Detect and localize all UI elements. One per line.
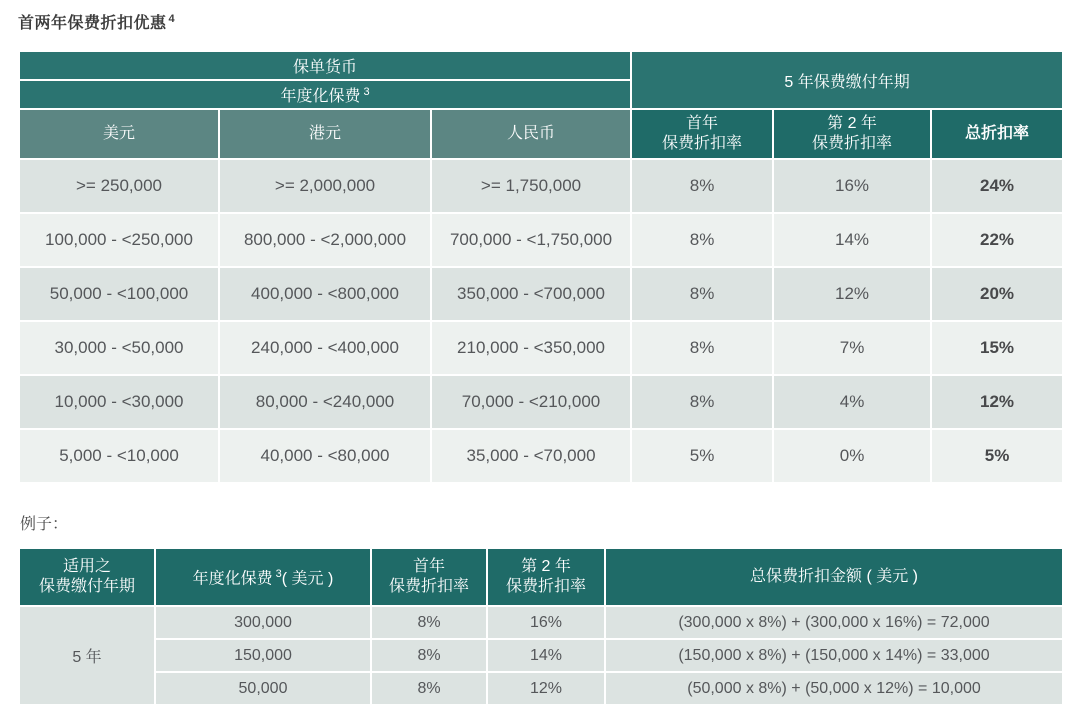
table2-header-term [19, 548, 155, 606]
table1-header-payment-term: 5 年保费缴付年期 [631, 51, 1063, 109]
t2-year1-line1: 首年 [412, 558, 445, 575]
cell-year1-rate: 8% [631, 321, 773, 375]
cell-hkd: 40,000 - <80,000 [219, 429, 431, 483]
example-table [18, 547, 1064, 706]
table2-header-total-amount: 总保费折扣金额 ( 美元 ) [605, 548, 1063, 606]
cell-hkd: >= 2,000,000 [219, 159, 431, 213]
year1-header-line1: 首年 [686, 115, 719, 132]
term-header-line2: 保费缴付年期 [38, 578, 135, 595]
cell-year2-rate: 12% [487, 672, 605, 705]
table1-header-hkd: 港元 [219, 109, 431, 159]
cell-year1-rate: 8% [371, 672, 487, 705]
cell-year1-rate: 8% [631, 159, 773, 213]
table1-header-year1-rate [631, 109, 773, 159]
cell-cny: 210,000 - <350,000 [431, 321, 631, 375]
table1-row-3 [19, 267, 1063, 321]
table2-header-premium [155, 548, 371, 606]
cell-cny: 70,000 - <210,000 [431, 375, 631, 429]
cell-premium: 50,000 [155, 672, 371, 705]
cell-total-rate: 22% [931, 213, 1063, 267]
cell-usd: 100,000 - <250,000 [19, 213, 219, 267]
cell-cny: 350,000 - <700,000 [431, 267, 631, 321]
table1-header-annualized-premium [19, 80, 631, 109]
table1-header-total-rate: 总折扣率 [931, 109, 1063, 159]
year2-header-line2: 保费折扣率 [812, 135, 893, 152]
t2-year2-line2: 保费折扣率 [505, 578, 586, 595]
table1-row-2 [19, 213, 1063, 267]
premium-header-currency: ( 美元 ) [281, 570, 334, 588]
table1-row-6 [19, 429, 1063, 483]
table2-row-1 [19, 606, 1063, 639]
table1-header-row-columns [19, 109, 1063, 159]
table1-header-row-currency [19, 51, 1063, 80]
cell-total-rate: 15% [931, 321, 1063, 375]
cell-usd: 5,000 - <10,000 [19, 429, 219, 483]
annualized-premium-footnote-sup: 3 [363, 85, 370, 98]
page-title-footnote-sup: 4 [168, 12, 176, 25]
cell-year1-rate: 8% [631, 375, 773, 429]
cell-year2-rate: 4% [773, 375, 931, 429]
premium-header-label: 年度化保费 [192, 570, 273, 588]
table1-header-policy-currency: 保单货币 [19, 51, 631, 80]
year2-header-line1: 第 2 年 [827, 115, 877, 132]
table1-header-cny: 人民币 [431, 109, 631, 159]
table2-row-3 [19, 672, 1063, 705]
cell-usd: 50,000 - <100,000 [19, 267, 219, 321]
t2-year1-line2: 保费折扣率 [388, 578, 469, 595]
cell-premium: 150,000 [155, 639, 371, 672]
cell-year2-rate: 12% [773, 267, 931, 321]
cell-total-rate: 12% [931, 375, 1063, 429]
cell-hkd: 80,000 - <240,000 [219, 375, 431, 429]
cell-total-rate: 5% [931, 429, 1063, 483]
cell-year2-rate: 16% [773, 159, 931, 213]
table1-header-year2-rate [773, 109, 931, 159]
cell-hkd: 400,000 - <800,000 [219, 267, 431, 321]
term-header-line1: 适用之 [62, 558, 111, 575]
cell-year2-rate: 0% [773, 429, 931, 483]
cell-year2-rate: 14% [773, 213, 931, 267]
cell-year1-rate: 8% [631, 213, 773, 267]
year1-header-line2: 保费折扣率 [662, 135, 743, 152]
cell-year2-rate: 7% [773, 321, 931, 375]
cell-cny: >= 1,750,000 [431, 159, 631, 213]
cell-discount-formula: (300,000 x 8%) + (300,000 x 16%) = 72,000 [605, 606, 1063, 639]
cell-discount-formula: (50,000 x 8%) + (50,000 x 12%) = 10,000 [605, 672, 1063, 705]
cell-term-value: 5 年 [19, 606, 155, 705]
premium-header-footnote-sup: 3 [275, 568, 282, 581]
cell-usd: >= 250,000 [19, 159, 219, 213]
t2-year2-line1: 第 2 年 [521, 558, 571, 575]
cell-year1-rate: 8% [371, 639, 487, 672]
table1-row-4 [19, 321, 1063, 375]
cell-cny: 700,000 - <1,750,000 [431, 213, 631, 267]
cell-year1-rate: 8% [631, 267, 773, 321]
cell-total-rate: 24% [931, 159, 1063, 213]
cell-year2-rate: 14% [487, 639, 605, 672]
cell-discount-formula: (150,000 x 8%) + (150,000 x 14%) = 33,000 [605, 639, 1063, 672]
cell-year2-rate: 16% [487, 606, 605, 639]
cell-year1-rate: 5% [631, 429, 773, 483]
table1-row-1 [19, 159, 1063, 213]
table1-row-5 [19, 375, 1063, 429]
table2-row-2 [19, 639, 1063, 672]
cell-total-rate: 20% [931, 267, 1063, 321]
table2-header-row [19, 548, 1063, 606]
example-label: 例子： [20, 516, 69, 533]
page-title-text: 首两年保费折扣优惠 [18, 15, 167, 32]
premium-discount-table [18, 50, 1064, 484]
cell-hkd: 800,000 - <2,000,000 [219, 213, 431, 267]
annualized-premium-label: 年度化保费 [280, 88, 361, 105]
cell-usd: 10,000 - <30,000 [19, 375, 219, 429]
table1-header-usd: 美元 [19, 109, 219, 159]
cell-hkd: 240,000 - <400,000 [219, 321, 431, 375]
table2-header-year1-rate [371, 548, 487, 606]
cell-usd: 30,000 - <50,000 [19, 321, 219, 375]
table2-header-year2-rate [487, 548, 605, 606]
cell-cny: 35,000 - <70,000 [431, 429, 631, 483]
cell-year1-rate: 8% [371, 606, 487, 639]
page-title [18, 10, 1062, 33]
cell-premium: 300,000 [155, 606, 371, 639]
